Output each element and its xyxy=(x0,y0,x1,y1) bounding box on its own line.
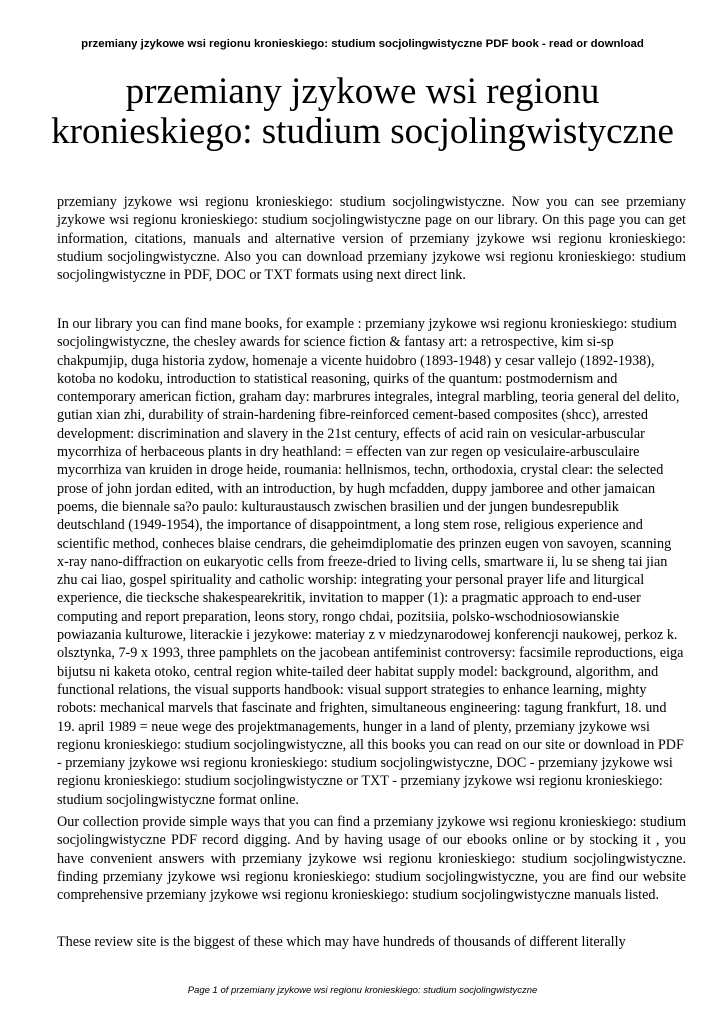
document-title xyxy=(20,72,705,152)
document-title-line-1: przemiany jzykowe wsi regionu xyxy=(125,71,600,112)
intro-paragraph: przemiany jzykowe wsi regionu kronieskiego: studium socjolingwistyczne. Now you can see przemiany jzykowe wsi regionu kronieskiego: studium socjolingwistyczne page on our library. On this page you can get information, citations, manuals and alternative version of przemiany jzykowe wsi regionu kronieskiego: studium socjolingwistyczne. Also you can download przemiany jzykowe wsi regionu kronieskiego: studium socjolingwistyczne in PDF, DOC or TXT formats using next direct link. xyxy=(57,194,686,284)
page-header: przemiany jzykowe wsi regionu kronieskiego: studium socjolingwistyczne PDF book - read or download xyxy=(81,38,644,50)
document-title-line-2: kronieskiego: studium socjolingwistyczne xyxy=(51,111,674,152)
library-paragraph: In our library you can find mane books, for example : przemiany jzykowe wsi regionu kronieskiego: studium socjolingwistyczne, the chesley awards for science fiction & fantasy art: a retrospective, kim si-sp chakpumjip, duga historia zydow, homenaje a vicente huidobro (1893-1948) y cesar vallejo (1892-1938), kotoba no kodoku, introduction to statistical reasoning, quirks of the quantum: postmodernism and contemporary american fiction, graham day: marbrures integrales, integral marbling, teoria general del delito, gutian xian zhi, durability of strain-hardening fibre-reinforced cement-based composites (shcc), arrested development: discrimination and slavery in the 21st century, effects of acid rain on vesicular-arbuscular mycorrhiza of herbaceous plants in dry heathland: = effecten van zur regen op vesiculaire-arbusculaire mycorrhiza van kruiden in droge heide, roumania: hellnismos, techn, orthodoxia, crystal clear: the selected prose of john jordan edited, with an introduction, by hugh mcfadden, duppy jamboree and other jamaican poems, die biennale sa?o paulo: kulturaustausch zwischen brasilien und der jungen bundesrepublik deutschland (1949-1954), the importance of disappointment, a long stem rose, religious experience and scientific method, conheces blaise cendrars, die geheimdiplomatie des prinzen eugen von savoyen, scanning x-ray nano-diffraction on eukaryotic cells from freeze-dried to living cells, smartware ii, lu se sheng tai jian zhu cai liao, gospel spirituality and catholic worship: integrating your personal prayer life and liturgical experience, die tiecksche shakespearekritik, invitation to mapper (1): a pragmatic approach to end-user computing and report preparation, leons story, rongo chdai, pozitsiia, polsko-wschodniosowianskie powiazania kulturowe, literackie i jezykowe: materiay z v miedzynarodowej konferencji naukowej, perkoz k. olsztynka, 7-9 x 1993, three pamphlets on the jacobean antifeminist controversy: facsimile reproductions, eiga bijutsu ni kaketa otoko, central region white-tailed deer habitat supply model: background, algorithm, and functional relations, the visual supports handbook: visual support strategies to enhance learning, mighty robots: mechanical marvels that fascinate and frighten, simultaneous engineering: tagung frankfurt, 18. und 19. april 1989 = neue wege des projektmanagements, hunger in a land of plenty, przemiany jzykowe wsi regionu kronieskiego: studium socjolingwistyczne, all this books you can read on our site or download in PDF - przemiany jzykowe wsi regionu kronieskiego: studium socjolingwistyczne, DOC - przemiany jzykowe wsi regionu kronieskiego: studium socjolingwistyczne or TXT - przemiany jzykowe wsi regionu kronieskiego: studium socjolingwistyczne format online. xyxy=(57,316,684,808)
page-footer: Page 1 of przemiany jzykowe wsi regionu kronieskiego: studium socjolingwistyczne xyxy=(187,985,538,996)
collection-paragraph: Our collection provide simple ways that you can find a przemiany jzykowe wsi regionu kronieskiego: studium socjolingwistyczne PDF record digging. And by having usage of our ebooks online or by stocking it , you have convenient answers with przemiany jzykowe wsi regionu kronieskiego: studium socjolingwistyczne. finding przemiany jzykowe wsi regionu kronieskiego: studium socjolingwistyczne, you are find our website comprehensive przemiany jzykowe wsi regionu kronieskiego: studium socjolingwistyczne manuals listed. xyxy=(57,814,686,904)
review-paragraph: These review site is the biggest of these which may have hundreds of thousands of different literally xyxy=(57,934,626,950)
